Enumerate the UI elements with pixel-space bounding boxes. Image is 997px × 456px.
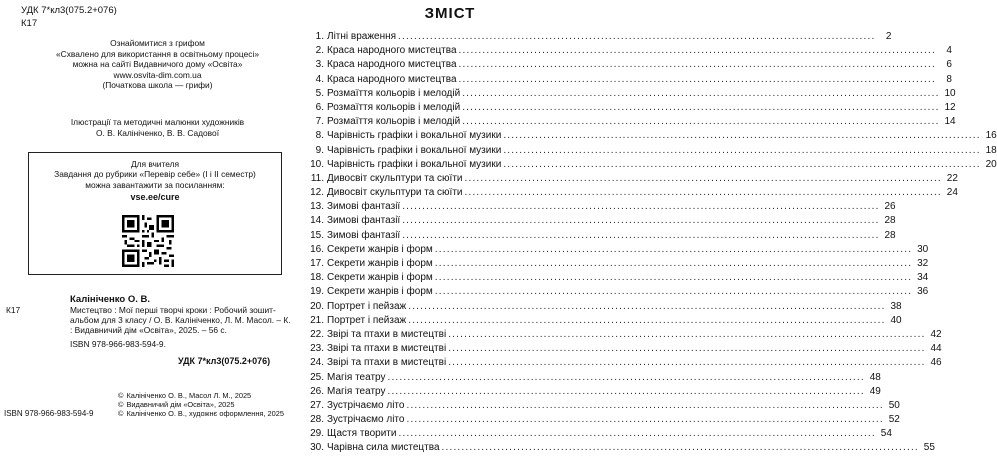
toc-number: 23.	[310, 343, 324, 355]
toc-leader	[465, 186, 942, 200]
toc-page-number: 48	[869, 371, 881, 383]
toc-title: Магія театру	[327, 385, 386, 397]
toc-title: Розмаїття кольорів і мелодій	[327, 87, 461, 99]
toc-number: 19.	[310, 286, 324, 298]
teacher-heading: Для вчителя	[130, 159, 180, 169]
catalog-author-mark: К17	[6, 305, 21, 315]
udk-code-top: УДК 7*кл3(075.2+076)	[21, 5, 117, 16]
toc-number: 10.	[310, 158, 324, 170]
toc-leader	[503, 158, 980, 172]
illustrators-line: О. В. Калініченко, В. В. Садової	[95, 127, 220, 138]
toc-row[interactable]	[306, 129, 997, 143]
toc-leader	[503, 129, 980, 143]
approval-url: www.osvita-dim.com.ua	[113, 69, 202, 80]
toc-leader	[408, 300, 885, 314]
toc-number: 11.	[310, 172, 324, 184]
copyright-line	[118, 400, 298, 409]
toc-page-number: 14	[944, 116, 956, 128]
copyright-symbol: ©	[118, 391, 124, 400]
catalog-isbn: ISBN 978-966-983-594-9.	[70, 339, 166, 349]
toc-number: 2.	[315, 45, 324, 57]
toc-number: 20.	[310, 300, 324, 312]
toc-row[interactable]	[306, 87, 956, 101]
toc-title: Звірі та птахи в мистецтві	[327, 357, 447, 369]
toc-leader	[442, 441, 919, 455]
toc-leader	[402, 214, 879, 228]
toc-row[interactable]	[306, 229, 896, 243]
udk-code-bottom: УДК 7*кл3(075.2+076)	[178, 356, 271, 366]
toc-page-number: 12	[944, 101, 956, 113]
toc-row[interactable]	[306, 413, 900, 427]
toc-leader	[435, 243, 912, 257]
copyright-symbol: ©	[118, 409, 124, 418]
toc-row[interactable]	[306, 271, 929, 285]
toc-row[interactable]	[306, 158, 997, 172]
toc-leader	[448, 328, 925, 342]
toc-page-number: 54	[880, 428, 892, 440]
toc-title: Зимові фантазії	[327, 215, 401, 227]
toc-number: 9.	[315, 144, 324, 156]
toc-row[interactable]	[306, 44, 952, 58]
approval-line: можна на сайті Видавничого дому «Освіта»	[72, 59, 243, 70]
toc-leader	[448, 342, 925, 356]
toc-number: 1.	[315, 31, 324, 42]
toc-number: 26.	[310, 385, 324, 397]
toc-page-number: 55	[923, 442, 935, 454]
toc-leader	[459, 58, 936, 72]
toc-leader	[503, 144, 980, 158]
toc-leader	[387, 385, 864, 399]
copyright-line	[118, 409, 298, 418]
toc-number: 30.	[310, 442, 324, 454]
toc-title: Краса народного мистецтва	[327, 59, 457, 71]
toc-title: Зимові фантазії	[327, 201, 401, 213]
toc-number: 18.	[310, 272, 324, 284]
copyright-block	[118, 391, 298, 418]
toc-title: Зустрічаємо літо	[327, 414, 405, 426]
toc-number: 7.	[315, 116, 324, 128]
illustrators-credit	[20, 117, 295, 138]
copyright-line	[118, 391, 298, 400]
toc-leader	[406, 399, 883, 413]
toc-page-number: 24	[946, 187, 958, 199]
toc-row[interactable]	[306, 243, 929, 257]
toc-page-number: 28	[884, 215, 896, 227]
toc-number: 4.	[315, 73, 324, 85]
toc-title: Секрети жанрів і форм	[327, 286, 433, 298]
toc-title: Чарівність графіки і вокальної музики	[327, 130, 502, 142]
toc-number: 25.	[310, 371, 324, 383]
toc-row[interactable]	[306, 115, 956, 129]
left-page	[0, 0, 298, 432]
toc-page-number: 36	[917, 286, 929, 298]
toc-page-number: 28	[884, 229, 896, 241]
toc-number: 17.	[310, 258, 324, 269]
qr-code-icon[interactable]	[122, 215, 174, 267]
toc-number: 3.	[315, 59, 324, 71]
catalog-description: Мистецтво : Мої перші творчі кроки : Робочий зошит-альбом для 3 класу / О. В. Калініченко, Л. М. Масол. – К. : Видавничий дім «Освіта», 2025. – 56 с.	[70, 305, 291, 336]
copyright-symbol: ©	[118, 400, 124, 409]
toc-row[interactable]	[306, 285, 929, 299]
toc-title: Чарівність графіки і вокальної музики	[327, 158, 502, 170]
toc-row[interactable]	[306, 101, 956, 115]
teacher-line: Завдання до рубрики «Перевір себе» (І і ІІ семестр)	[54, 169, 256, 180]
toc-row[interactable]	[306, 144, 997, 158]
toc-title: Чарівна сила мистецтва	[327, 442, 440, 454]
toc-page-number: 46	[930, 357, 942, 369]
toc-leader	[435, 257, 912, 271]
copyright-text: Калініченко О. В., художнє оформлення, 2025	[126, 409, 284, 418]
toc-leader	[402, 200, 879, 214]
toc-number: 21.	[310, 314, 324, 326]
toc-title: Магія театру	[327, 371, 386, 383]
toc-number: 27.	[310, 399, 324, 411]
toc-leader	[448, 356, 925, 370]
toc-number: 12.	[310, 187, 324, 199]
toc-row[interactable]	[306, 200, 896, 214]
toc-leader	[408, 314, 885, 328]
toc-page-number: 8	[946, 73, 952, 85]
toc-title: Чарівність графіки і вокальної музики	[327, 144, 502, 156]
toc-leader	[462, 87, 939, 101]
toc-number: 15.	[310, 229, 324, 241]
toc-leader	[435, 271, 912, 285]
toc-title: Секрети жанрів і форм	[327, 243, 433, 255]
toc-title: Портрет і пейзаж	[327, 300, 407, 312]
toc-title: Зустрічаємо літо	[327, 399, 405, 411]
toc-page-number: 38	[890, 300, 902, 312]
toc-page-number: 50	[888, 399, 900, 411]
table-of-contents	[306, 30, 997, 456]
toc-number: 6.	[315, 101, 324, 113]
toc-leader	[398, 427, 875, 441]
toc-title: Секрети жанрів і форм	[327, 258, 433, 269]
toc-leader	[387, 371, 864, 385]
toc-leader	[462, 115, 939, 129]
toc-page-number: 18	[985, 144, 997, 156]
toc-row[interactable]	[306, 172, 958, 186]
teacher-info-box	[28, 152, 282, 275]
toc-page-number: 4	[946, 45, 952, 57]
toc-number: 29.	[310, 428, 324, 440]
toc-row[interactable]	[306, 186, 958, 200]
toc-page-number: 44	[930, 343, 942, 355]
toc-row[interactable]	[306, 385, 881, 399]
toc-leader	[462, 101, 939, 115]
toc-number: 22.	[310, 328, 324, 340]
toc-number: 16.	[310, 243, 324, 255]
toc-leader	[406, 413, 883, 427]
toc-row[interactable]	[306, 214, 896, 228]
toc-leader	[398, 30, 875, 44]
toc-leader	[459, 73, 936, 87]
toc-row[interactable]	[306, 300, 902, 314]
toc-heading: ЗМІСТ	[424, 5, 476, 22]
toc-row[interactable]	[306, 371, 881, 385]
toc-title: Літні враження	[327, 31, 397, 42]
toc-page-number: 42	[930, 328, 942, 340]
toc-page-number: 6	[946, 59, 952, 71]
toc-title: Краса народного мистецтва	[327, 73, 457, 85]
toc-leader	[402, 229, 879, 243]
toc-number: 8.	[315, 130, 324, 142]
toc-row[interactable]	[306, 342, 942, 356]
toc-row[interactable]	[306, 257, 929, 271]
toc-row[interactable]	[306, 30, 892, 44]
toc-number: 5.	[315, 87, 324, 99]
toc-page-number: 2	[885, 31, 892, 42]
toc-row[interactable]	[306, 314, 902, 328]
teacher-download-link[interactable]: vse.ee/cure	[130, 192, 180, 203]
toc-page-number: 52	[888, 414, 900, 426]
toc-number: 13.	[310, 201, 324, 213]
toc-row[interactable]	[306, 328, 942, 342]
illustrators-line: Ілюстрації та методичні малюнки художників	[70, 117, 245, 127]
toc-page-number: 16	[985, 130, 997, 142]
toc-title: Секрети жанрів і форм	[327, 272, 433, 284]
approval-notice	[20, 38, 295, 91]
toc-page-number: 34	[917, 272, 929, 284]
teacher-line: можна завантажити за посиланням:	[85, 179, 225, 190]
toc-page-number: 49	[869, 385, 881, 397]
toc-title: Портрет і пейзаж	[327, 314, 407, 326]
right-page	[300, 0, 997, 454]
toc-row[interactable]	[306, 73, 952, 87]
catalog-author: Калініченко О. В.	[70, 294, 151, 305]
copyright-text: Калініченко О. В., Масол Л. М., 2025	[126, 391, 252, 400]
toc-number: 24.	[310, 357, 324, 369]
toc-title: Щастя творити	[327, 428, 397, 440]
isbn-bottom: ISBN 978-966-983-594-9	[4, 409, 94, 418]
toc-row[interactable]	[306, 441, 935, 455]
toc-leader	[459, 44, 936, 58]
toc-row[interactable]	[306, 427, 892, 441]
toc-number: 14.	[310, 215, 324, 227]
toc-title: Дивосвіт скульптури та сюїти	[327, 172, 463, 184]
toc-title: Зимові фантазії	[327, 229, 401, 241]
copyright-text: Видавничий дім «Освіта», 2025	[126, 400, 235, 409]
toc-number: 28.	[310, 414, 324, 426]
toc-title: Розмаїття кольорів і мелодій	[327, 116, 461, 128]
toc-page-number: 10	[944, 87, 956, 99]
toc-title: Звірі та птахи в мистецтві	[327, 328, 447, 340]
toc-row[interactable]	[306, 399, 900, 413]
approval-line: «Схвалено для використання в освітньому процесі»	[56, 48, 259, 59]
toc-page-number: 40	[890, 314, 902, 326]
toc-title: Краса народного мистецтва	[327, 45, 457, 57]
toc-page-number: 32	[917, 258, 929, 269]
toc-leader	[435, 285, 912, 299]
toc-row[interactable]	[306, 58, 952, 72]
toc-title: Звірі та птахи в мистецтві	[327, 343, 447, 355]
toc-page-number: 30	[917, 243, 929, 255]
author-mark-top: К17	[21, 18, 38, 29]
toc-leader	[465, 172, 942, 186]
toc-row[interactable]	[306, 356, 942, 370]
toc-title: Дивосвіт скульптури та сюїти	[327, 187, 463, 199]
toc-title: Розмаїття кольорів і мелодій	[327, 101, 461, 113]
approval-line: (Початкова школа — грифи)	[102, 80, 213, 91]
toc-page-number: 22	[946, 172, 958, 184]
toc-page-number: 20	[985, 158, 997, 170]
approval-line: Ознайомитися з грифом	[110, 38, 205, 48]
toc-page-number: 26	[884, 201, 896, 213]
